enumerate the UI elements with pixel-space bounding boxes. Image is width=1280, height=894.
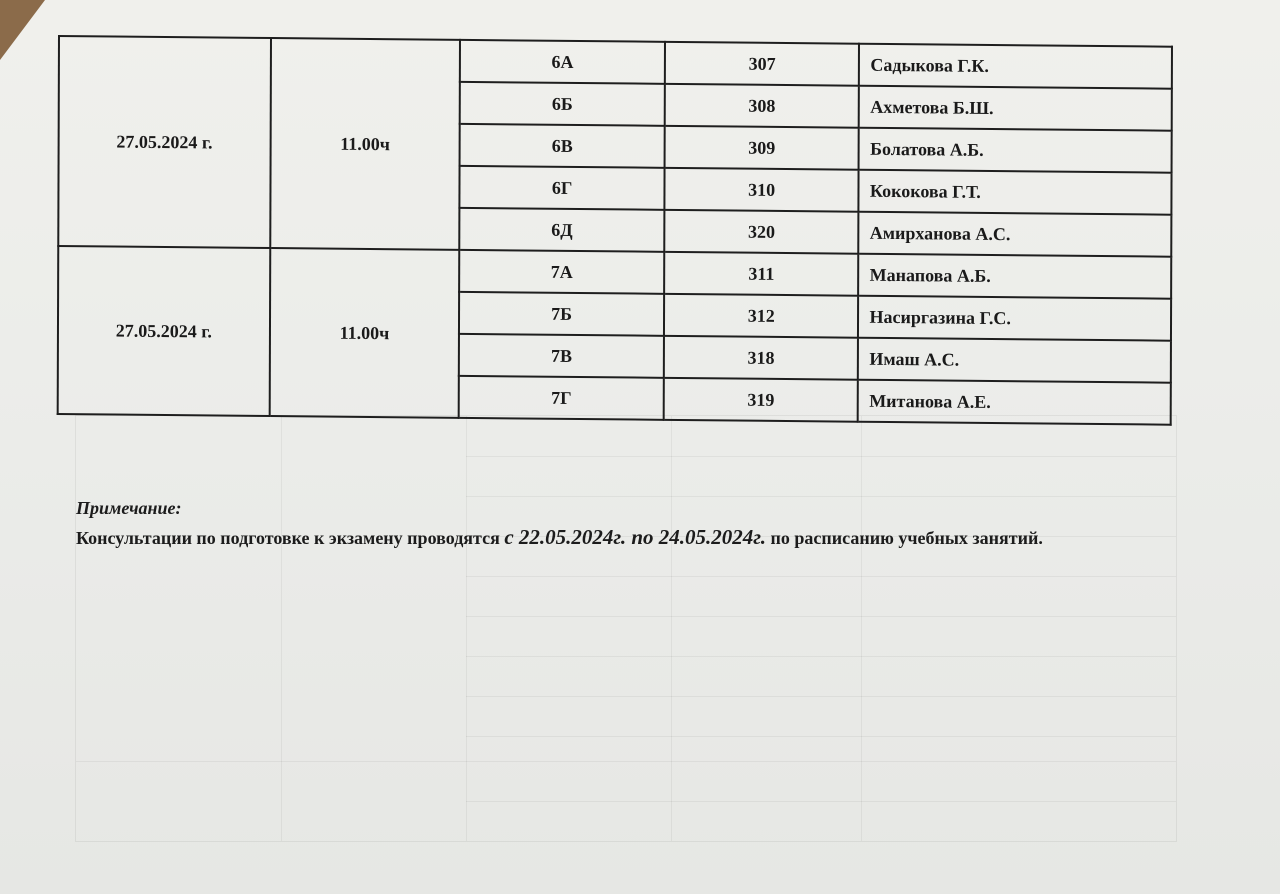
exam-time-cell: 11.00ч [270, 38, 460, 250]
table-row [59, 36, 1172, 89]
teacher-cell: Имаш А.С. [858, 338, 1171, 383]
teacher-cell: Кококова Г.Т. [859, 170, 1172, 215]
class-cell: 6В [460, 124, 665, 168]
reverse-side-show-through [75, 415, 1177, 842]
class-cell: 7Г [459, 376, 664, 420]
class-cell: 6Д [460, 208, 665, 252]
teacher-cell: Ахметова Б.Ш. [859, 86, 1172, 131]
teacher-cell: Манапова А.Б. [859, 254, 1172, 299]
room-cell: 319 [664, 378, 859, 422]
exam-schedule-table [57, 35, 1173, 426]
table-surface-corner [0, 0, 45, 60]
exam-time-cell: 11.00ч [269, 248, 459, 418]
class-cell: 6А [460, 40, 665, 84]
teacher-cell: Болатова А.Б. [859, 128, 1172, 173]
room-cell: 318 [664, 336, 859, 380]
room-cell: 307 [665, 42, 860, 86]
room-cell: 320 [664, 210, 859, 254]
class-cell: 7А [459, 250, 664, 294]
note-text-before: Консультации по подготовке к экзамену проводятся [76, 528, 500, 548]
class-cell: 6Г [460, 166, 665, 210]
teacher-cell: Насиргазина Г.С. [858, 296, 1171, 341]
schedule-body [58, 36, 1172, 425]
note-title: Примечание: [76, 498, 182, 518]
exam-date-cell: 27.05.2024 г. [58, 246, 270, 416]
teacher-cell: Митанова А.Е. [858, 380, 1171, 425]
room-cell: 311 [664, 252, 859, 296]
room-cell: 309 [664, 126, 859, 170]
room-cell: 308 [665, 84, 860, 128]
note-section [76, 498, 1256, 550]
note-dates: с 22.05.2024г. по 24.05.2024г. [504, 525, 767, 549]
class-cell: 7Б [459, 292, 664, 336]
note-text-after: по расписанию учебных занятий. [770, 528, 1043, 548]
note-body [76, 525, 1256, 550]
room-cell: 312 [664, 294, 859, 338]
class-cell: 6Б [460, 82, 665, 126]
room-cell: 310 [664, 168, 859, 212]
teacher-cell: Амирханова А.С. [859, 212, 1172, 257]
teacher-cell: Садыкова Г.К. [859, 44, 1172, 89]
exam-date-cell: 27.05.2024 г. [58, 36, 270, 248]
class-cell: 7В [459, 334, 664, 378]
